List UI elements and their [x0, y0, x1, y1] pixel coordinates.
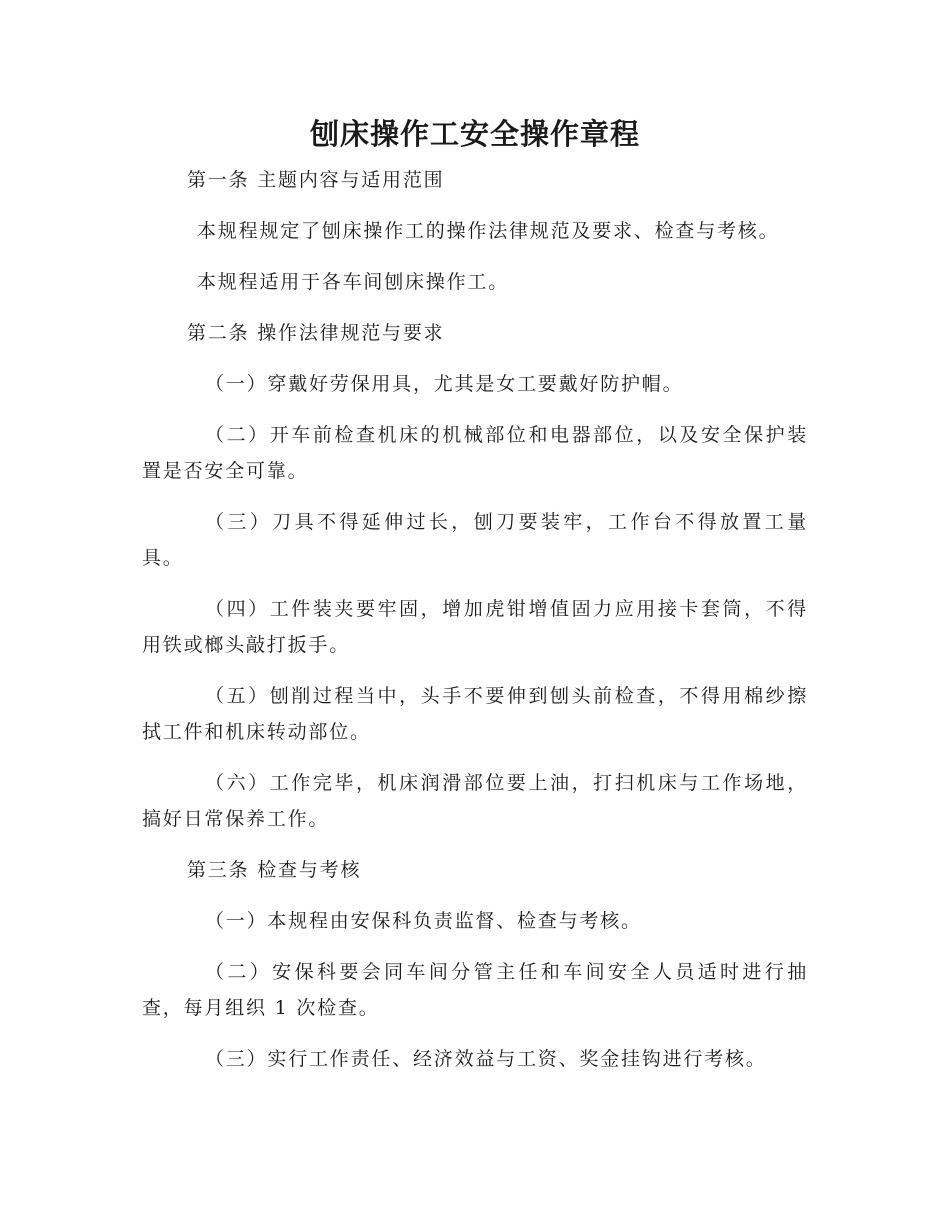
article-3-item-2: （二）安保科要会同车间分管主任和车间安全人员适时进行抽查，每月组织 1 次检查。: [142, 961, 808, 1019]
document-title: 刨床操作工安全操作章程: [309, 117, 640, 151]
article-2-item-4: （四）工件装夹要牢固，增加虎钳增值固力应用接卡套筒，不得用铁或榔头敲打扳手。: [142, 598, 808, 656]
article-2-item-5: （五）刨削过程当中，头手不要伸到刨头前检查，不得用棉纱擦拭工件和机床转动部位。: [142, 685, 808, 743]
article-3-item-1: （一）本规程由安保科负责监督、检查与考核。: [205, 910, 642, 932]
article-2-item-2: （二）开车前检查机床的机械部位和电器部位，以及安全保护装置是否安全可靠。: [142, 424, 808, 482]
article-3-heading: 第三条 检查与考核: [187, 859, 362, 881]
article-1-line-2: 本规程适用于各车间刨床操作工。: [197, 271, 510, 293]
article-1-line-1: 本规程规定了刨床操作工的操作法律规范及要求、检查与考核。: [197, 220, 780, 242]
article-1-heading: 第一条 主题内容与适用范围: [187, 169, 445, 191]
document-body: [142, 162, 808, 1077]
article-2-item-3: （三）刀具不得延伸过长，刨刀要装牢，工作台不得放置工量具。: [142, 511, 808, 569]
article-3-item-3: （三）实行工作责任、经济效益与工资、奖金挂钩进行考核。: [205, 1048, 767, 1070]
article-2-heading: 第二条 操作法律规范与要求: [187, 322, 445, 344]
article-2-item-6: （六）工作完毕，机床润滑部位要上油，打扫机床与工作场地，搞好日常保养工作。: [142, 772, 808, 830]
article-2-item-1: （一）穿戴好劳保用具，尤其是女工要戴好防护帽。: [205, 373, 684, 395]
